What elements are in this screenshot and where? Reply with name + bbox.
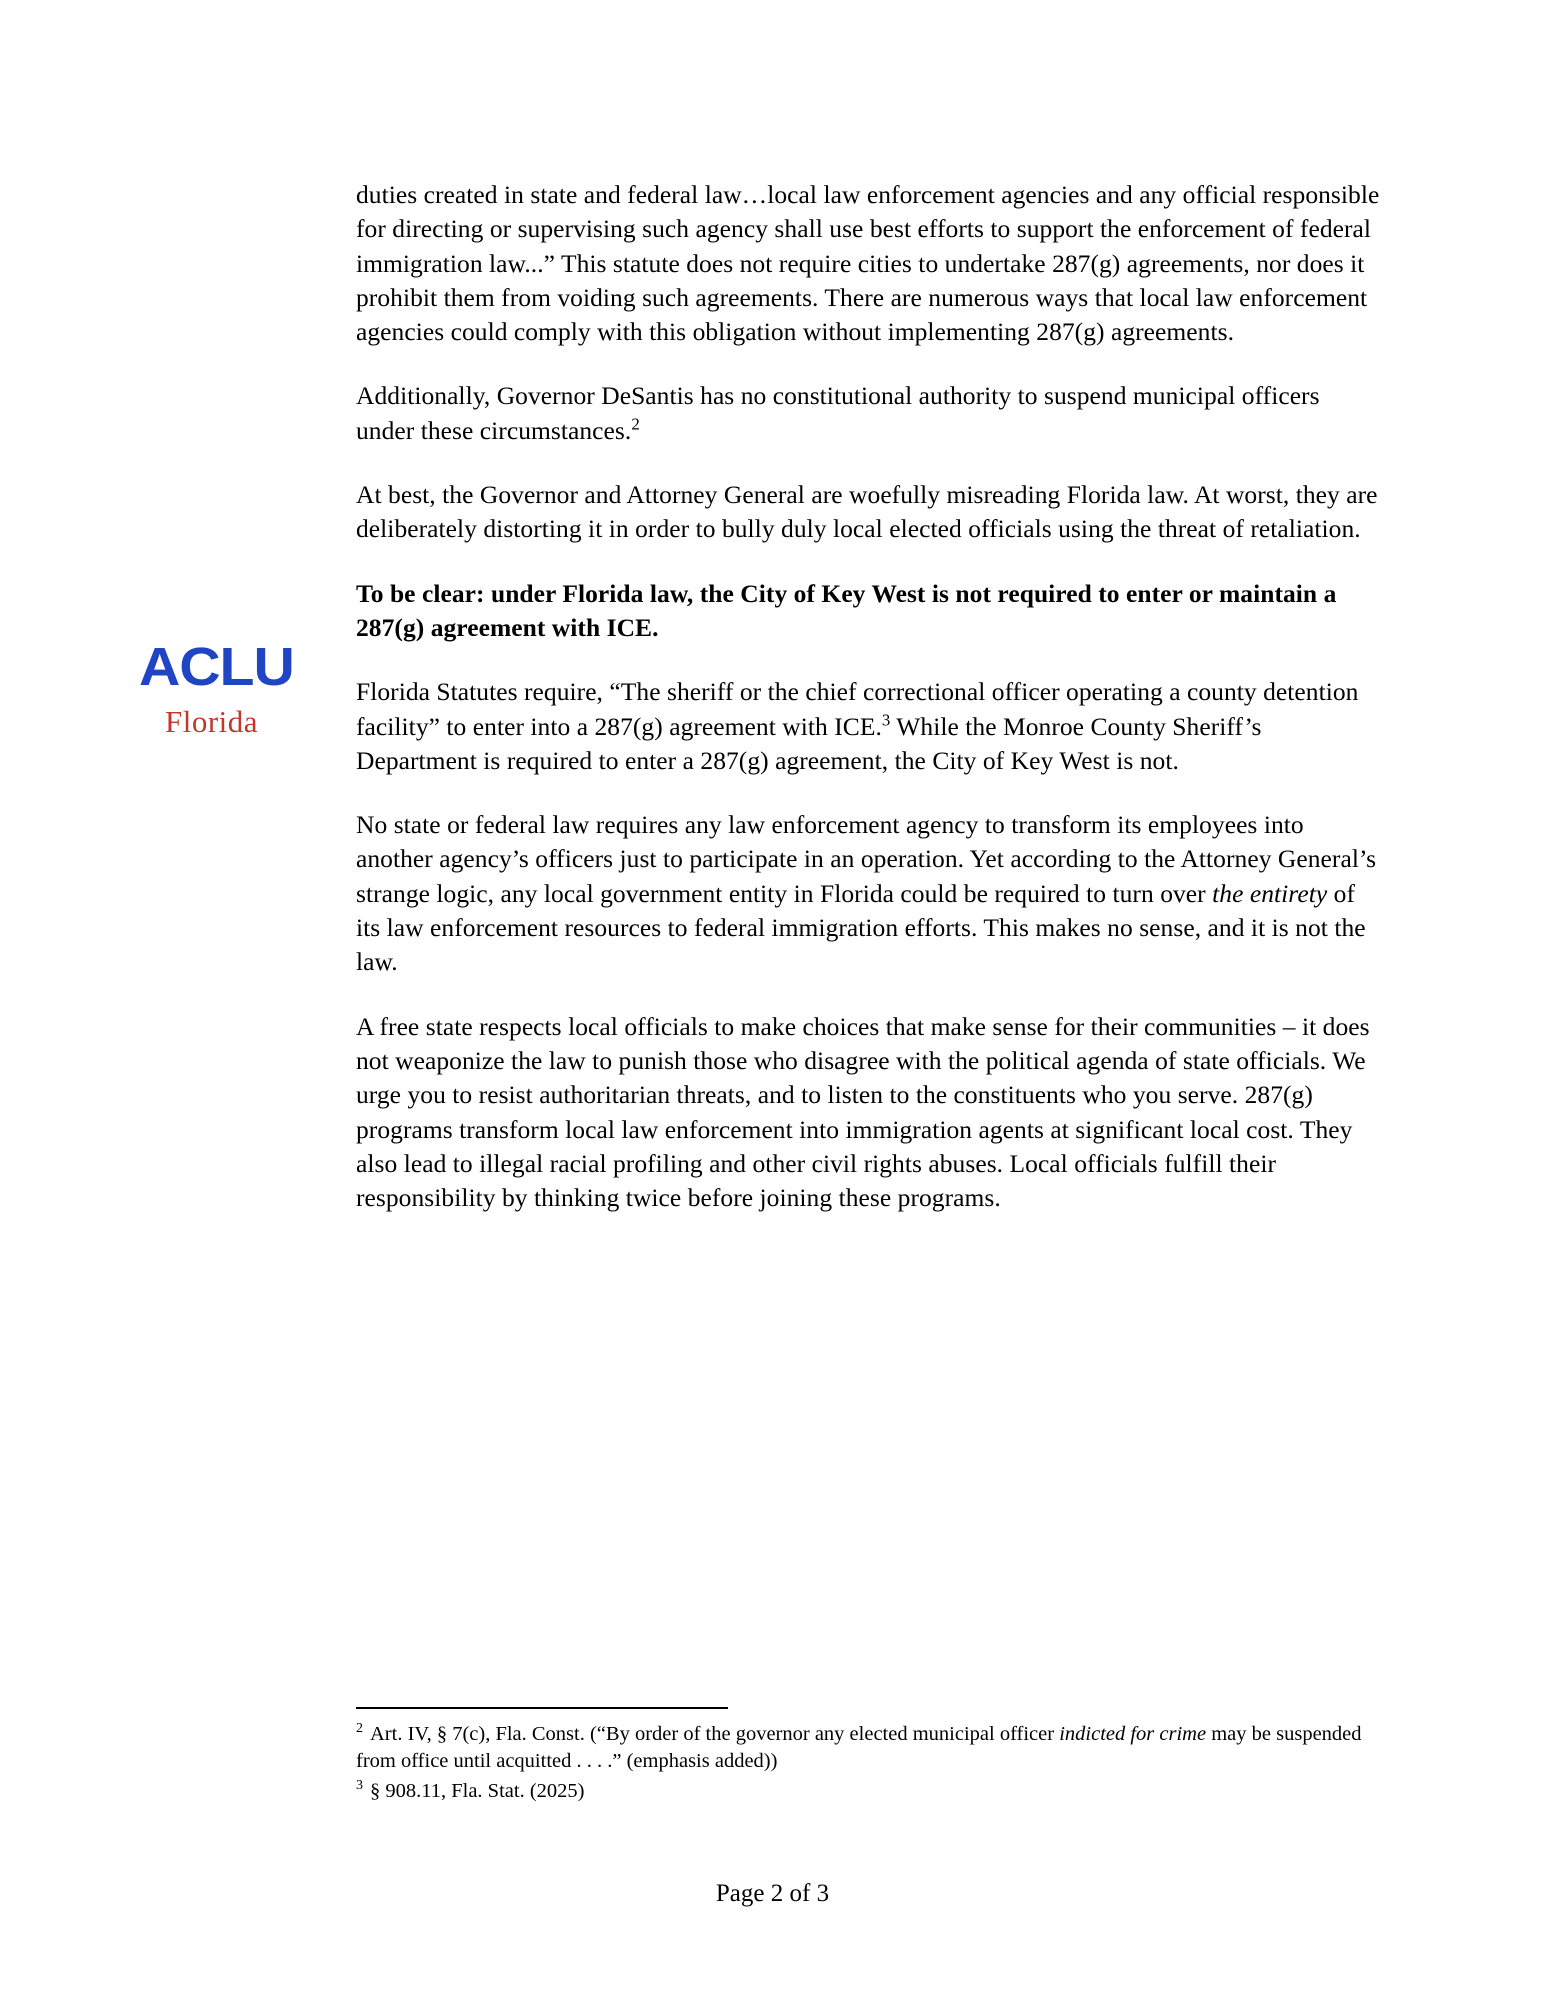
- paragraph-3: [356, 478, 1382, 547]
- footnote-divider: [356, 1707, 728, 1709]
- italic-text: indicted for crime: [1059, 1723, 1207, 1745]
- text-run: may be suspended from office until acquitted . . . .” (emphasis added)): [356, 1723, 1362, 1773]
- footnote-marker: 2: [631, 414, 640, 434]
- aclu-affiliate-label: Florida: [164, 704, 259, 739]
- footnote-number: 2: [356, 1721, 363, 1737]
- paragraph-2: [356, 379, 1382, 448]
- footnote-3: [356, 1778, 1386, 1805]
- paragraph-6: [356, 808, 1382, 979]
- text-run: To be clear: under Florida law, the City of Key West is not required to enter or maintain a 287(g) agreement with ICE.: [356, 578, 1337, 642]
- document-body: [356, 178, 1382, 1245]
- paragraph-1: [356, 178, 1382, 349]
- text-run: While the Monroe County Sheriff’s Department is required to enter a 287(g) agreement, the City of Key West is not.: [356, 711, 1262, 775]
- page-number: Page 2 of 3: [715, 1880, 830, 1907]
- aclu-logo: [104, 637, 319, 740]
- italic-text: the entirety: [1212, 878, 1328, 908]
- paragraph-5: [356, 675, 1382, 778]
- footnote-marker: 3: [881, 710, 891, 730]
- footnote-number: 3: [356, 1777, 363, 1793]
- text-run: Additionally, Governor DeSantis has no constitutional authority to suspend municipal officers under these circumstances.: [356, 381, 1320, 445]
- text-run: § 908.11, Fla. Stat. (2025): [370, 1779, 585, 1802]
- paragraph-4-emphasis: [356, 577, 1382, 646]
- text-run: Art. IV, § 7(c), Fla. Const. (“By order of the governor any elected municipal officer: [370, 1723, 1060, 1745]
- text-run: No state or federal law requires any law enforcement agency to transform its employees into another agency’s officers just to participate in an operation. Yet according to the Attorney General’s strange logic, any local government entity in Florida could be required to turn over: [356, 810, 1377, 908]
- text-run: duties created in state and federal law…local law enforcement agencies and any official responsible for directing or supervising such agency shall use best efforts to support the enforcement of federal immigration law...” This statute does not require cities to undertake 287(g) agreements, nor does it prohibit them from voiding such agreements. There are numerous ways that local law enforcement agencies could comply with this obligation without implementing 287(g) agreements.: [356, 180, 1380, 347]
- text-run: of its law enforcement resources to federal immigration efforts. This makes no sense, and it is not the law.: [356, 878, 1366, 977]
- aclu-wordmark: ACLU: [138, 637, 294, 697]
- text-run: At best, the Governor and Attorney General are woefully misreading Florida law. At worst, they are deliberately distorting it in order to bully duly local elected officials using the threat of retaliation.: [356, 480, 1378, 544]
- text-run: A free state respects local officials to make choices that make sense for their communities – it does not weaponize the law to punish those who disagree with the political agenda of state officials. We urge you to resist authoritarian threats, and to listen to the constituents who you serve. 287(g) programs transform local law enforcement into immigration agents at significant local cost. They also lead to illegal racial profiling and other civil rights abuses. Local officials fulfill their responsibility by thinking twice before joining these programs.: [356, 1011, 1370, 1213]
- paragraph-7: [356, 1010, 1382, 1216]
- footnote-area: [356, 1707, 1386, 1807]
- footnote-2: [356, 1721, 1386, 1776]
- text-run: Florida Statutes require, “The sheriff or the chief correctional officer operating a county detention facility” to enter into a 287(g) agreement with ICE.: [356, 677, 1359, 741]
